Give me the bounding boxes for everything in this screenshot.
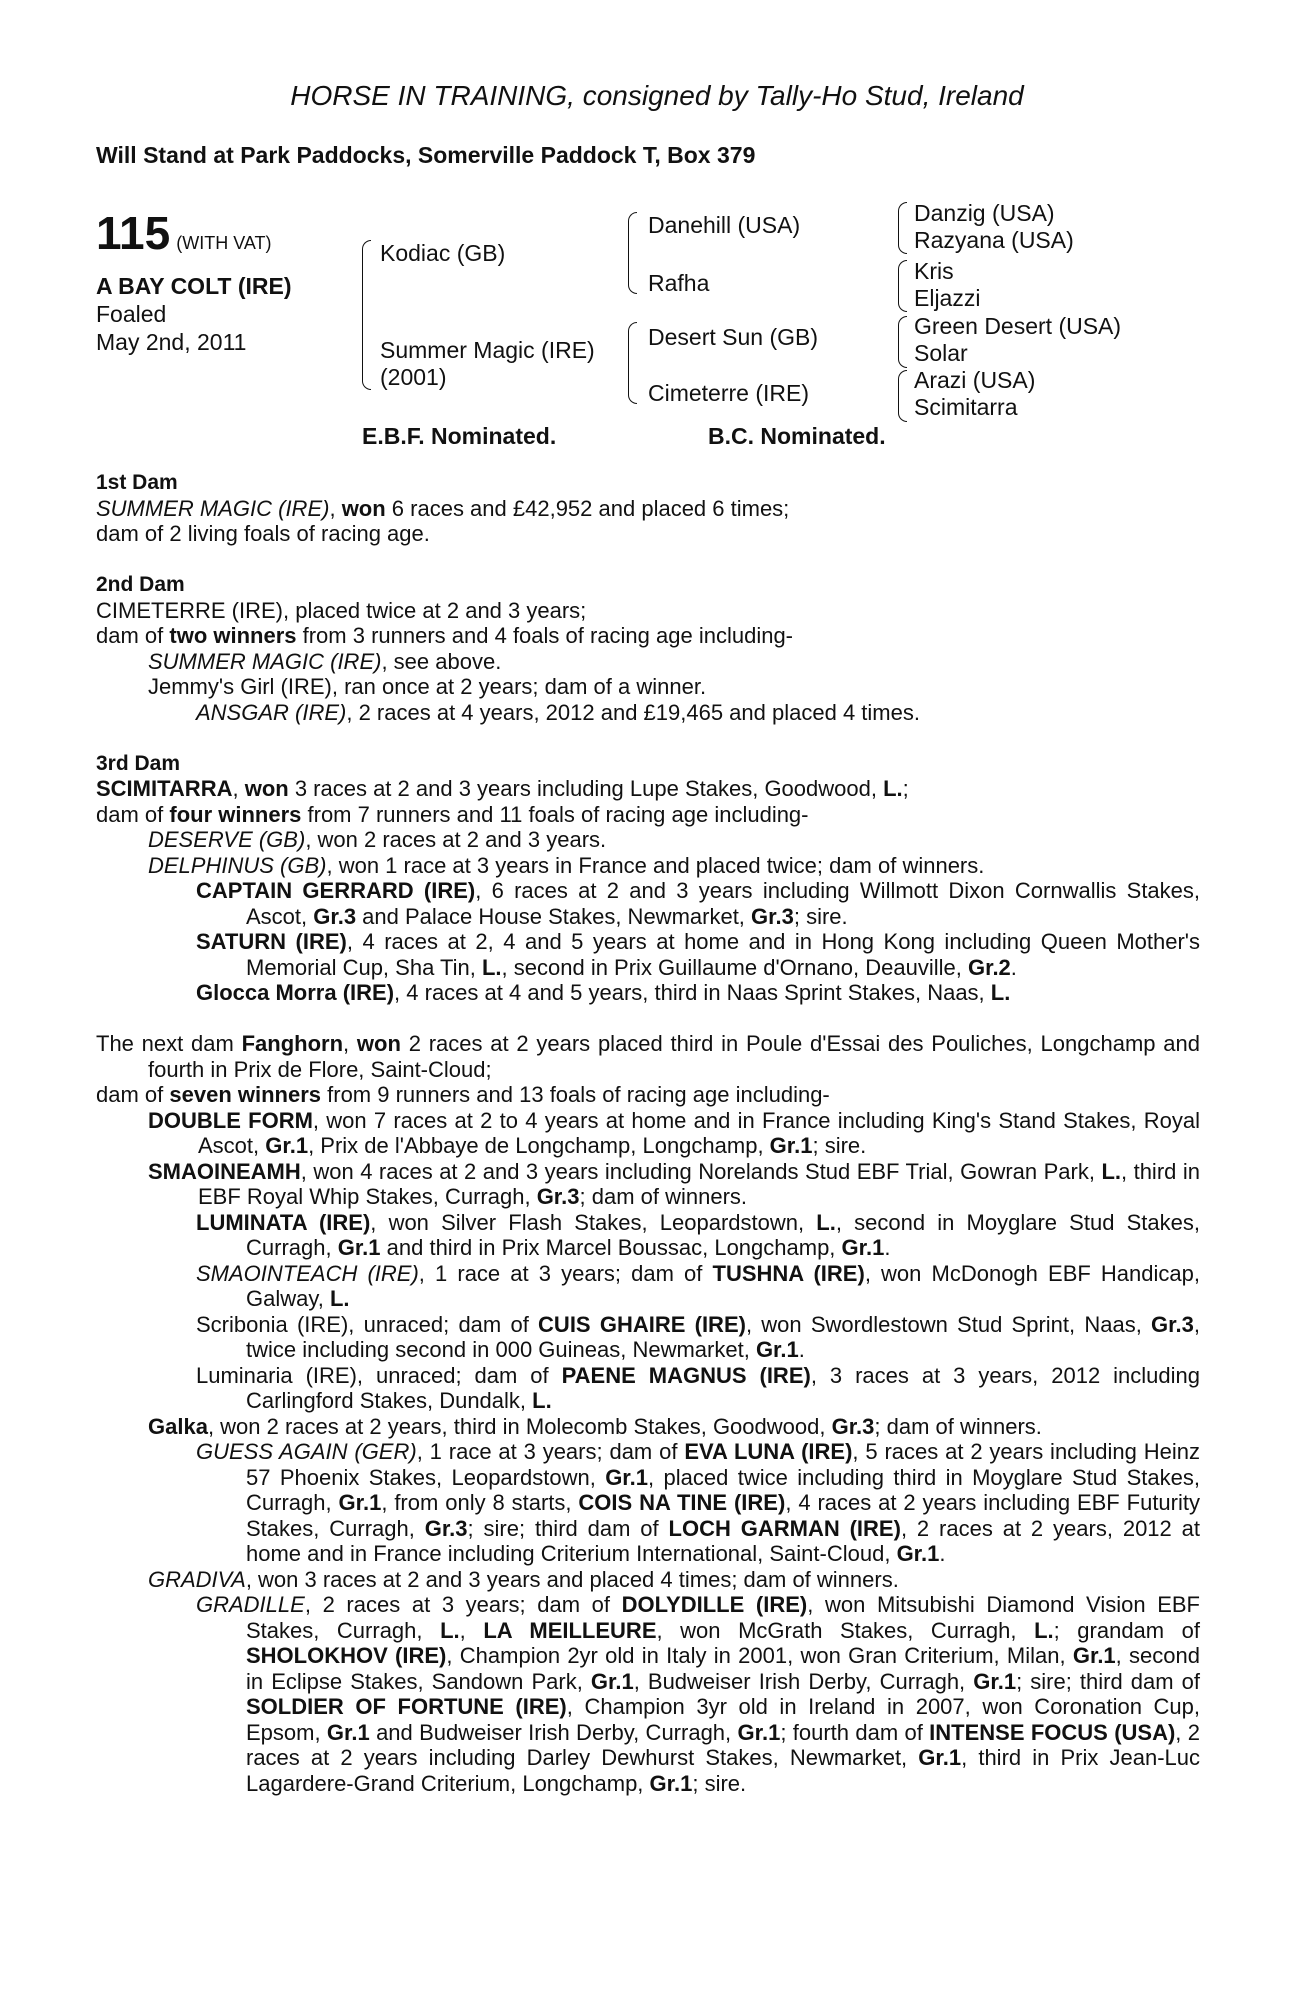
ped-g3: Kris [914,258,954,284]
ped-g1: Danzig (USA) [914,200,1055,226]
pedigree-brace-dam [628,322,637,404]
pedigree-brace-g4 [898,370,907,422]
vat-note: (WITH VAT) [176,233,272,253]
third-dam-line: SCIMITARRA, won 3 races at 2 and 3 years including Lupe Stakes, Goodwood, L.; [96,776,909,801]
pedigree-brace-g3 [898,316,907,368]
third-dam-title: 3rd Dam [96,751,181,775]
list-item: DELPHINUS (GB), won 1 race at 3 years in France and placed twice; dam of winners. [148,852,985,878]
stand-location: Will Stand at Park Paddocks, Somerville Paddock T, Box 379 [96,142,756,168]
list-item: Glocca Morra (IRE), 4 races at 4 and 5 years, third in Naas Sprint Stakes, Naas, L. [196,980,1011,1005]
list-item: SATURN (IRE), 4 races at 2, 4 and 5 years at home and in Hong Kong including Queen Mother's Memorial Cup, Sha Tin, L., second in Prix Guillaume d'Ornano, Deauville, Gr.2. [196,929,1201,980]
ped-g6: Solar [914,340,968,366]
produce-record [96,470,1200,1796]
next-dam-line: The next dam Fanghorn, won 2 races at 2 years placed third in Poule d'Essai des Pouliches, Longchamp and fourth in Prix de Flore, Saint-Cloud; [96,1031,1200,1082]
list-item: Galka, won 2 races at 2 years, third in Molecomb Stakes, Goodwood, Gr.3; dam of winners. [148,1413,1042,1439]
ped-g2: Razyana (USA) [914,227,1074,253]
foaled-date: May 2nd, 2011 [96,329,247,355]
list-item: CAPTAIN GERRARD (IRE), 6 races at 2 and 3 years including Willmott Dixon Cornwallis Stakes, Ascot, Gr.3 and Palace House Stakes, Newmarket, Gr.3; sire. [196,878,1201,929]
pedigree-brace-g2 [898,260,907,312]
horse-name: A BAY COLT (IRE) [96,273,292,299]
list-item: Luminaria (IRE), unraced; dam of PAENE MAGNUS (IRE), 3 races at 3 years, 2012 including Carlingford Stakes, Dundalk, L. [196,1362,1200,1413]
ped-dam-sire: Desert Sun (GB) [648,324,818,350]
lot-number: 115 [96,207,171,259]
list-item: LUMINATA (IRE), won Silver Flash Stakes, Leopardstown, L., second in Moyglare Stud Stakes, Curragh, Gr.1 and third in Prix Marcel Boussac, Longchamp, Gr.1. [196,1209,1200,1260]
first-dam-title: 1st Dam [96,471,178,494]
next-dam-produce: dam of seven winners from 9 runners and 13 foals of racing age including- [96,1082,830,1107]
ped-dam-dam: Cimeterre (IRE) [648,380,810,406]
second-dam-produce: dam of two winners from 3 runners and 4 foals of racing age including- [96,623,794,648]
list-item: SUMMER MAGIC (IRE), see above. [148,648,502,674]
list-item: GRADIVA, won 3 races at 2 and 3 years and placed 4 times; dam of winners. [148,1566,899,1592]
list-item: SMAOINTEACH (IRE), 1 race at 3 years; dam of TUSHNA (IRE), won McDonogh EBF Handicap, Galway, L. [196,1260,1200,1311]
foaled-label: Foaled [96,301,167,327]
ped-sire: Kodiac (GB) [380,240,506,266]
ped-dam-year: (2001) [380,364,447,390]
second-dam-title: 2nd Dam [96,573,185,596]
ped-g4: Eljazzi [914,285,981,311]
list-item: Scribonia (IRE), unraced; dam of CUIS GHAIRE (IRE), won Swordlestown Stud Sprint, Naas, Gr.3, twice including second in 000 Guineas, Newmarket, Gr.1. [196,1311,1200,1362]
bc-nominated: B.C. Nominated. [708,423,886,449]
ped-sire-dam: Rafha [648,270,710,296]
list-item: DOUBLE FORM, won 7 races at 2 to 4 years at home and in France including King's Stand Stakes, Royal Ascot, Gr.1, Prix de l'Abbaye de Longchamp, Longchamp, Gr.1; sire. [148,1107,1200,1158]
ped-dam: Summer Magic (IRE) [380,337,595,363]
pedigree-brace-g1 [898,202,907,254]
list-item: SMAOINEAMH, won 4 races at 2 and 3 years including Norelands Stud EBF Trial, Gowran Park, L., third in EBF Royal Whip Stakes, Curragh, Gr.3; dam of winners. [148,1158,1200,1209]
second-dam-line: CIMETERRE (IRE), placed twice at 2 and 3 years; [96,597,587,623]
list-item: Jemmy's Girl (IRE), ran once at 2 years; dam of a winner. [148,674,707,699]
ped-sire-sire: Danehill (USA) [648,212,801,238]
list-item: GRADILLE, 2 races at 3 years; dam of DOLYDILLE (IRE), won Mitsubishi Diamond Vision EBF Stakes, Curragh, L., LA MEILLEURE, won McGrath Stakes, Curragh, L.; grandam of SHOLOKHOV (IRE), Champion 2yr old in Italy in 2001, won Gran Criterium, Milan, Gr.1, second in Eclipse Stakes, Sandown Park, Gr.1, Budweiser Irish Derby, Curragh, Gr.1; sire; third dam of SOLDIER OF FORTUNE (IRE), Champion 3yr old in Ireland in 2007, won Coronation Cup, Epsom, Gr.1 and Budweiser Irish Derby, Curragh, Gr.1; fourth dam of INTENSE FOCUS (USA), 2 races at 2 years including Darley Dewhurst Stakes, Newmarket, Gr.1, third in Prix Jean-Luc Lagardere-Grand Criterium, Longchamp, Gr.1; sire. [196,1592,1201,1796]
pedigree-brace-main [362,240,371,390]
ped-g8: Scimitarra [914,394,1018,420]
first-dam-line: SUMMER MAGIC (IRE), won 6 races and £42,952 and placed 6 times; [96,495,790,521]
first-dam-produce: dam of 2 living foals of racing age. [96,521,430,546]
ped-g7: Arazi (USA) [914,367,1036,393]
ebf-nominated: E.B.F. Nominated. [362,423,557,449]
lot-number-block [96,206,272,260]
list-item: GUESS AGAIN (GER), 1 race at 3 years; dam of EVA LUNA (IRE), 5 races at 2 years including Heinz 57 Phoenix Stakes, Leopardstown, Gr.1, placed twice including third in Moyglare Stud Stakes, Curragh, Gr.1, from only 8 starts, COIS NA TINE (IRE), 4 races at 2 years including EBF Futurity Stakes, Curragh, Gr.3; sire; third dam of LOCH GARMAN (IRE), 2 races at 2 years, 2012 at home and in France including Criterium International, Saint-Cloud, Gr.1. [196,1439,1200,1566]
list-item: DESERVE (GB), won 2 races at 2 and 3 years. [148,827,607,852]
list-item: ANSGAR (IRE), 2 races at 4 years, 2012 and £19,465 and placed 4 times. [196,699,920,725]
horse-info [96,272,292,356]
third-dam-produce: dam of four winners from 7 runners and 11 foals of racing age including- [96,801,809,827]
ped-g5: Green Desert (USA) [914,313,1122,339]
page-heading: HORSE IN TRAINING, consigned by Tally-Ho Stud, Ireland [290,80,1024,111]
pedigree-brace-sire [628,212,637,294]
